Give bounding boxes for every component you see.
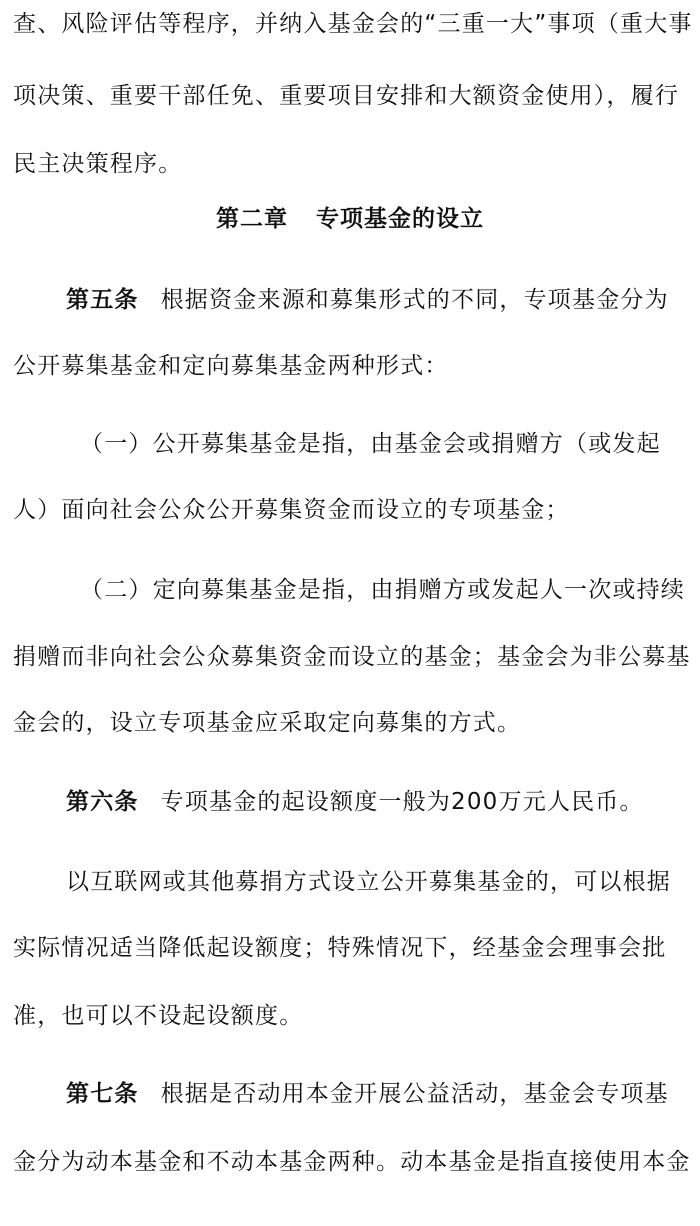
- text-line: 以互联网或其他募捐方式设立公开募集基金的，可以根据: [66, 869, 671, 895]
- article-label: 第五条: [66, 287, 139, 313]
- text-line: 金会的，设立专项基金应采取定向募集的方式。: [13, 710, 522, 736]
- article-7-line: [0, 1074, 700, 1114]
- text-line: 准，也可以不设起设额度。: [13, 1003, 304, 1029]
- article-text: 根据资金来源和募集形式的不同，专项基金分为: [160, 287, 669, 313]
- article-label: 第七条: [66, 1081, 139, 1107]
- text-line: 捐赠而非向社会公众募集资金而设立的基金；基金会为非公募基: [13, 644, 691, 670]
- article-6-line: [0, 782, 700, 822]
- text-line: 查、风险评估等程序，并纳入基金会的“三重一大”事项（重大事: [13, 11, 693, 37]
- chapter-label: 第二章: [216, 206, 288, 232]
- text-line: 人）面向社会公众公开募集资金而设立的专项基金；: [13, 497, 570, 523]
- text-line: 民主决策程序。: [13, 151, 183, 177]
- article-text: 根据是否动用本金开展公益活动，基金会专项基: [160, 1081, 669, 1107]
- chapter-heading: [0, 199, 700, 239]
- chapter-title: 专项基金的设立: [316, 206, 484, 232]
- text-line: 金分为动本基金和不动本基金两种。动本基金是指直接使用本金: [13, 1149, 691, 1175]
- text-line: （二）定向募集基金是指，由捐赠方或发起人一次或持续: [80, 577, 685, 603]
- article-label: 第六条: [66, 789, 139, 815]
- article-5-line: [0, 280, 700, 320]
- text-line: 公开募集基金和定向募集基金两种形式：: [13, 353, 449, 379]
- article-text: 专项基金的起设额度一般为200万元人民币。: [160, 789, 644, 815]
- text-line: （一）公开募集基金是指，由基金会或捐赠方（或发起: [80, 431, 661, 457]
- text-line: 实际情况适当降低起设额度；特殊情况下，经基金会理事会批: [13, 935, 667, 961]
- text-line: 项决策、重要干部任免、重要项目安排和大额资金使用），履行: [13, 83, 680, 109]
